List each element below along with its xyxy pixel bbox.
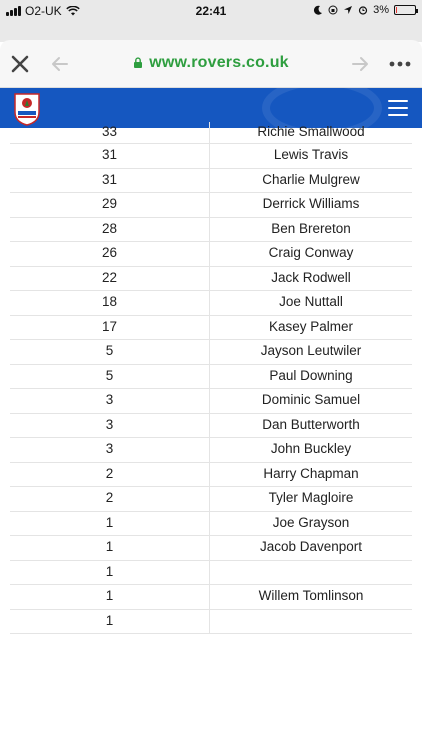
player-name: Willem Tomlinson <box>258 588 364 603</box>
hamburger-menu-icon[interactable] <box>388 100 408 116</box>
appearance-count: 3 <box>10 389 210 413</box>
appearance-count: 26 <box>10 242 210 266</box>
battery-fill <box>396 7 397 13</box>
table-row <box>10 463 412 488</box>
player-name: Joe Grayson <box>272 514 350 530</box>
table-row <box>10 610 412 635</box>
status-bar <box>0 0 422 22</box>
table-row <box>10 512 412 537</box>
more-icon <box>389 61 411 67</box>
appearance-count: 31 <box>10 169 210 193</box>
table-row <box>10 389 412 414</box>
table-row <box>10 316 412 341</box>
appearance-count: 1 <box>10 610 210 634</box>
table-row <box>10 438 412 463</box>
player-name <box>210 610 412 634</box>
appearance-count: 28 <box>10 218 210 242</box>
table-row <box>10 561 412 586</box>
moon-icon <box>313 5 323 15</box>
appearances-table <box>10 122 412 634</box>
player-name: Jayson Leutwiler <box>260 343 362 358</box>
appearance-count: 1 <box>10 512 210 536</box>
url-text: www.rovers.co.uk <box>149 54 289 71</box>
table-row <box>10 487 412 512</box>
player-name: Dominic Samuel <box>261 392 361 407</box>
battery-percent: 3% <box>373 4 389 16</box>
player-name: Tyler Magloire <box>268 490 354 505</box>
player-name: Kasey Palmer <box>268 318 354 334</box>
orientation-lock-icon <box>328 5 338 15</box>
appearance-count: 29 <box>10 193 210 217</box>
appearance-count: 2 <box>10 463 210 487</box>
appearance-count: 3 <box>10 438 210 462</box>
table-row <box>10 536 412 561</box>
player-name: Jacob Davenport <box>259 539 363 554</box>
table-row <box>10 242 412 267</box>
appearance-count: 5 <box>10 340 210 364</box>
status-time: 22:41 <box>195 4 227 18</box>
club-crest-logo[interactable] <box>12 92 42 126</box>
player-name: Paul Downing <box>269 367 353 383</box>
more-button[interactable] <box>386 50 414 78</box>
player-name: Craig Conway <box>268 245 354 260</box>
player-name: Dan Butterworth <box>262 416 360 432</box>
appearance-count: 5 <box>10 365 210 389</box>
sheet-backdrop <box>0 22 422 42</box>
lock-icon <box>133 57 143 68</box>
status-right <box>313 4 416 16</box>
appearance-count: 1 <box>10 585 210 609</box>
appearance-count: 18 <box>10 291 210 315</box>
appearance-count: 33 <box>10 122 210 143</box>
appearance-count: 31 <box>10 144 210 168</box>
table-row <box>10 267 412 292</box>
alarm-icon <box>358 5 368 15</box>
location-icon <box>343 5 353 15</box>
player-name: Lewis Travis <box>273 147 349 162</box>
appearance-count: 2 <box>10 487 210 511</box>
player-name: Jack Rodwell <box>271 269 351 285</box>
player-name: Harry Chapman <box>263 465 359 481</box>
table-row <box>10 169 412 194</box>
table-row <box>10 365 412 390</box>
player-name: Derrick Williams <box>262 196 360 211</box>
appearance-count: 3 <box>10 414 210 438</box>
player-name: Charlie Mulgrew <box>262 171 360 187</box>
appearance-count: 17 <box>10 316 210 340</box>
table-row <box>10 218 412 243</box>
carrier-label: O2-UK <box>25 4 62 18</box>
appearance-count: 1 <box>10 536 210 560</box>
player-name: Ben Brereton <box>271 220 351 236</box>
table-row <box>10 340 412 365</box>
table-row <box>10 585 412 610</box>
table-row <box>10 291 412 316</box>
browser-toolbar <box>0 40 422 88</box>
appearance-count: 22 <box>10 267 210 291</box>
table-row <box>10 193 412 218</box>
player-name: Joe Nuttall <box>279 294 343 309</box>
battery-icon <box>394 5 416 15</box>
table-row <box>10 144 412 169</box>
appearance-count: 1 <box>10 561 210 585</box>
player-name <box>210 561 412 585</box>
forward-button[interactable] <box>346 50 374 78</box>
table-row <box>10 122 412 144</box>
forward-arrow-icon <box>351 56 369 72</box>
player-name: Richie Smallwood <box>257 124 365 139</box>
table-row <box>10 414 412 439</box>
player-name: John Buckley <box>270 441 352 456</box>
